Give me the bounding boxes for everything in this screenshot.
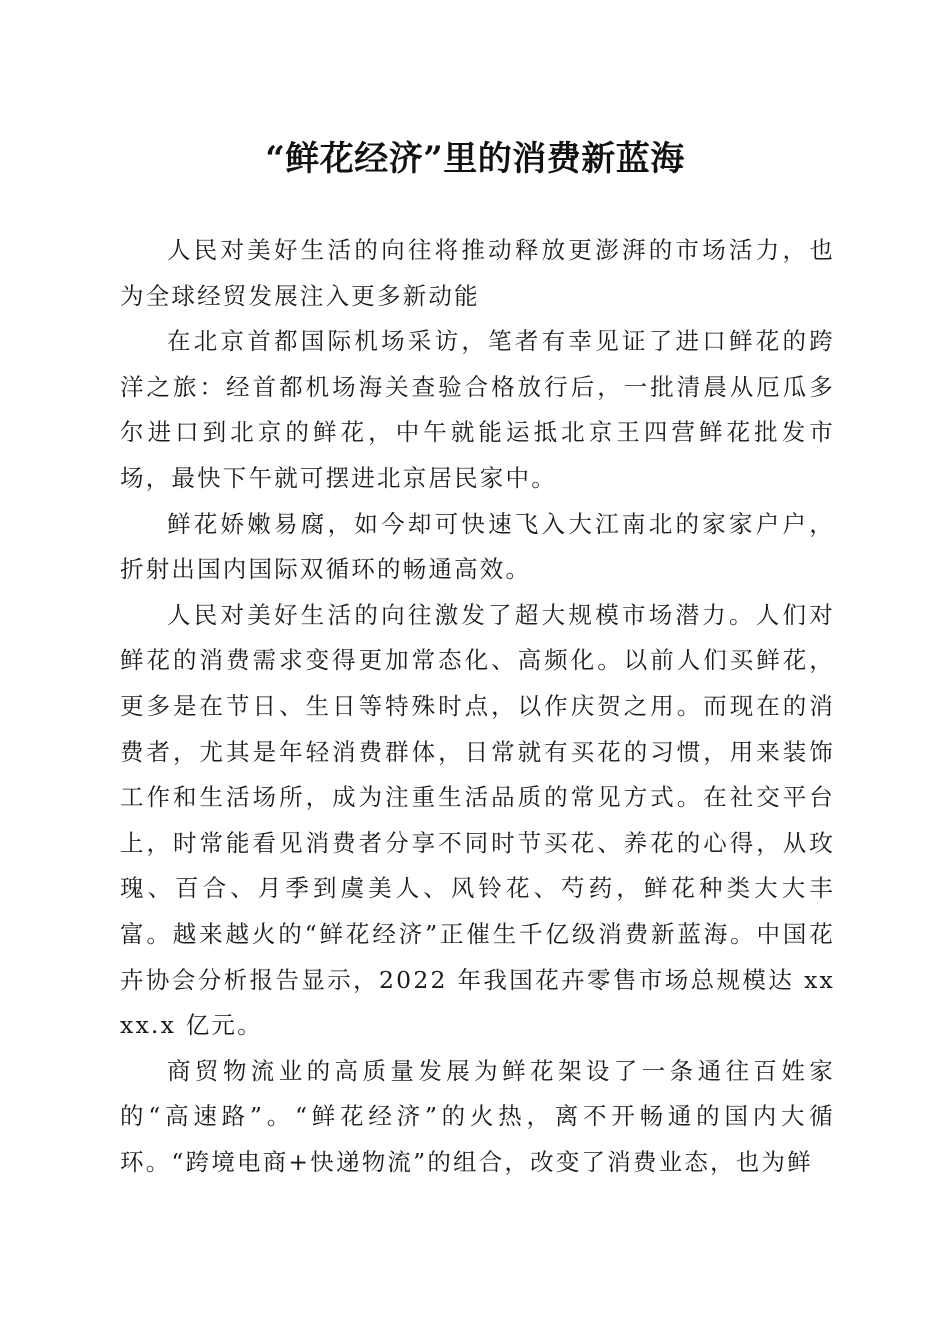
- paragraph: 商贸物流业的高质量发展为鲜花架设了一条通往百姓家的“高速路”。“鲜花经济”的火热，离不开畅通的国内大循环。“跨境电商+快递物流”的组合，改变了消费业态，也为鲜: [120, 1056, 835, 1176]
- document-body: [120, 228, 835, 1185]
- paragraph: 人民对美好生活的向往激发了超大规模市场潜力。人们对鲜花的消费需求变得更加常态化、高频化。以前人们买鲜花，更多是在节日、生日等特殊时点，以作庆贺之用。而现在的消费者，尤其是年轻消费群体，日常就有买花的习惯，用来装饰工作和生活场所，成为注重生活品质的常见方式。在社交平台上，时常能看见消费者分享不同时节买花、养花的心得，从玫瑰、百合、月季到虞美人、风铃花、芍药，鲜花种类大大丰富。越来越火的“鲜花经济”正催生千亿级消费新蓝海。中国花卉协会分析报告显示，2022 年我国花卉零售市场总规模达 xxxx.x 亿元。: [120, 600, 835, 1040]
- paragraph: 在北京首都国际机场采访，笔者有幸见证了进口鲜花的跨洋之旅：经首都机场海关查验合格放行后，一批清晨从厄瓜多尔进口到北京的鲜花，中午就能运抵北京王四营鲜花批发市场，最快下午就可摆进北京居民家中。: [120, 327, 835, 492]
- paragraph: 人民对美好生活的向往将推动释放更澎湃的市场活力，也为全球经贸发展注入更多新动能: [120, 236, 835, 310]
- paragraph: 鲜花娇嫩易腐，如今却可快速飞入大江南北的家家户户，折射出国内国际双循环的畅通高效。: [120, 509, 835, 584]
- document-title: “鲜花经济”里的消费新蓝海: [265, 139, 685, 179]
